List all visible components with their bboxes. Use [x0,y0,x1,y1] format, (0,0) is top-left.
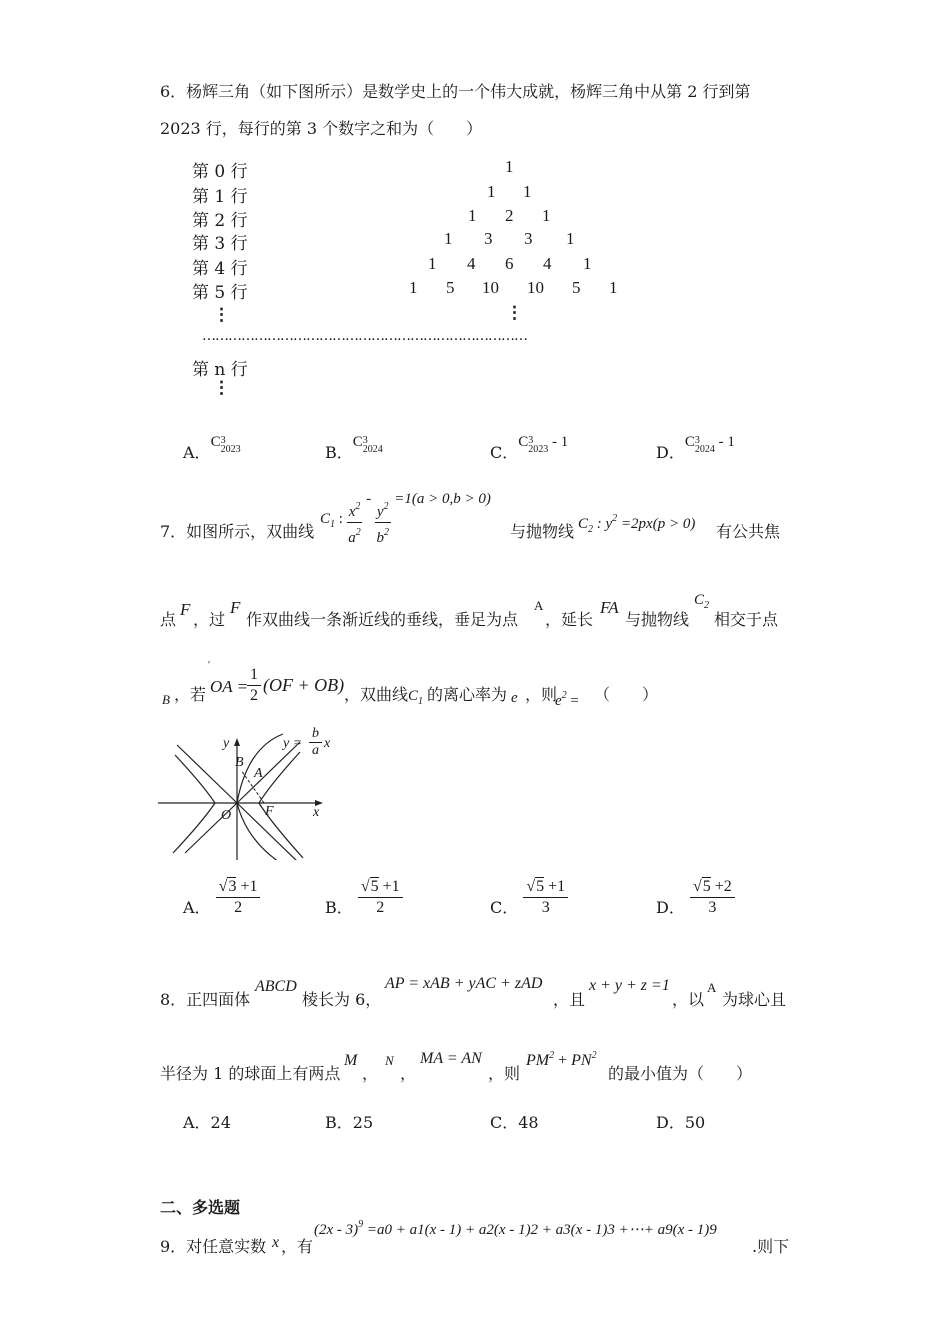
label-A: A [254,766,263,781]
triangle-number: 10 [527,278,544,297]
binom-base: C [684,434,695,450]
triangle-number: 1 [523,182,532,201]
option-label: C． [490,898,519,917]
vertical-ellipsis: ⋮ [213,305,230,324]
triangle-number: 3 [484,229,493,248]
q7-option-a[interactable]: A． $\frac{√3 +1}{2}$ [183,889,260,930]
symbol-e: e [511,690,518,706]
asymptote [177,745,237,803]
symbol: + [554,1052,572,1069]
triangle-number: 1 [444,229,453,248]
q8-stem-part: 棱长为 6， [302,990,382,1009]
q8-stem-part: ， [362,1064,379,1083]
symbol-sup: 2 [383,527,389,538]
q7-option-b[interactable]: B． $\frac{√5 +1}{2}$ [325,889,403,930]
q8-stem-part: ，则 [488,1064,521,1083]
triangle-number: 4 [543,254,552,273]
symbol-ABCD: ABCD [255,978,297,995]
row-label: 第 5 行 [192,283,248,303]
y-axis-arrow [234,738,240,746]
binom-sub: 2023 [220,444,241,455]
row-label: 第 1 行 [192,187,248,207]
symbol: - [362,491,375,507]
frac-den: 2 [250,687,258,704]
symbol: C [694,592,705,608]
q7-stem-part: ，延长 [545,610,594,629]
q7-stem-part: 有公共焦 [716,522,781,541]
q9-stem-part: .则下 [752,1237,790,1256]
asymptote-x: x [324,736,331,751]
symbol: =a [363,1222,385,1238]
binom-sup: 3 [220,435,226,446]
q7-stem-part: ，过 [193,610,226,629]
option-label: A． [183,443,211,462]
parabola-equation [578,513,695,535]
q8-option-b[interactable]: B．25 [325,1113,374,1132]
option-tail: - 1 [714,434,735,450]
q6-option-b[interactable] [325,434,383,466]
symbol-sup: 2 [591,1050,597,1061]
q7-stem-part: 作双曲线一条渐近线的垂线，垂足为点 [246,610,519,629]
triangle-number: 10 [482,278,499,297]
q8-stem-part: 8．正四面体 [160,990,251,1009]
triangle-number: 1 [583,254,592,273]
triangle-number: 1 [487,182,496,201]
parabola [237,734,285,860]
q9-stem-part: ，有 [281,1237,314,1256]
triangle-number: 1 [468,206,477,225]
frac-den: 3 [708,899,717,916]
q7-stem-part: 的离心率为 [427,685,508,704]
section-heading: 二、多选题 [160,1198,241,1217]
symbol-M: M [344,1052,358,1069]
symbol: =1(a > 0,b > 0) [390,491,491,507]
q8-option-c[interactable]: C．48 [490,1113,539,1132]
symbol-sub: 2 [704,600,710,611]
symbol-A: A [534,598,544,613]
asymptote-fraction [309,726,322,759]
row-label: 第 3 行 [192,234,248,254]
option-label: A． [183,898,211,917]
q6-option-c[interactable] [490,434,569,466]
binom-sup: 3 [528,435,534,446]
symbol-FA: FA [600,598,619,617]
binom-sub: 2024 [362,444,383,455]
label-O: O [221,808,232,823]
q8-stem-part: 为球心且 [722,990,787,1009]
symbol: x [348,504,356,520]
q6-option-d[interactable] [656,434,735,466]
frac-plus: +1 [544,878,566,895]
symbol-sup: 2 [612,513,618,524]
symbol: PN [571,1052,592,1069]
row-label: 第 4 行 [192,259,248,279]
row-label-n: 第 n 行 [192,360,248,380]
symbol-F: F [230,598,241,617]
q8-stem-part: ，以 [672,990,705,1009]
triangle-number: 1 [609,278,618,297]
triangle-number: 5 [572,278,581,297]
triangle-number: 4 [467,254,476,273]
symbol: (2x - 3) [314,1222,359,1238]
symbol: : y [593,516,613,532]
vertical-ellipsis: ⋮ [213,378,230,397]
symbol-sub: 1 [418,696,424,707]
hyperbola-equation [320,491,491,546]
symbol: y = [283,736,303,751]
symbol-e-squared [555,690,579,710]
triangle-number: 2 [505,206,514,225]
label-y: y [223,736,230,751]
hyperbola-parabola-figure [155,726,345,860]
MA-AN-equation: MA = AN [420,1050,482,1067]
symbol-B: B [162,692,170,707]
symbol: C [578,516,589,532]
q7-stem-part: 与抛物线 [510,522,575,541]
triangle-number: 1 [566,229,575,248]
radicand: 3 [228,878,237,895]
frac-den: 2 [234,899,243,916]
vector-arrow-mark: ′ [208,660,211,671]
asymptote-label [283,736,302,752]
frac-plus: +1 [236,878,258,895]
vector-equation-rhs: (OF + OB) [263,675,345,695]
row-label: 第 0 行 [192,162,248,182]
symbol: b [376,530,384,546]
option-label: B． [325,443,353,462]
radicand: 5 [370,878,379,895]
frac-num: b [309,726,322,743]
vector-AP-equation: AP = xAB + yAC + zAD [385,975,543,992]
binom-base: C [210,434,221,450]
binom-sub: 2023 [528,444,549,455]
q8-stem-part: 半径为 1 的球面上有两点 [160,1064,341,1083]
symbol-sup: 2 [549,1050,555,1061]
symbol-sub: 1 [330,519,336,530]
symbol: a [348,530,356,546]
triangle-number: 1 [428,254,437,273]
triangle-number: 3 [524,229,533,248]
symbol: =2px(p > 0) [617,516,696,532]
option-label: D． [656,898,685,917]
q7-option-c[interactable]: C． $\frac{√5 +1}{3}$ [490,889,568,930]
radicand: 5 [702,878,711,895]
label-B: B [235,755,244,770]
sum-equation: x + y + z =1 [589,977,670,994]
triangle-number: 1 [505,157,514,176]
label-F: F [265,804,274,819]
symbol-sub: 2 [588,524,594,535]
frac-den: 3 [541,899,550,916]
triangle-number: 1 [542,206,551,225]
PM-PN-expression [526,1050,597,1070]
symbol-A: A [707,980,717,995]
symbol: PM [526,1052,550,1069]
symbol-sup: 9 [358,1219,364,1230]
q6-stem-line2: 2023 行，每行的第 3 个数字之和为（ ） [160,119,483,138]
fraction-half [247,665,261,706]
symbol-C2 [694,592,709,611]
symbol: = [566,693,579,709]
frac-den: 2 [376,899,385,916]
q7-stem-part: ，若 [174,685,207,704]
q8-stem-part: ，且 [553,990,586,1009]
label-x: x [313,805,320,820]
row-label: 第 2 行 [192,211,248,231]
q8-option-a[interactable]: A．24 [183,1113,231,1132]
q7-stem-part: 7．如图所示，双曲线 [160,522,315,541]
q7-stem-part: 相交于点 [714,610,779,629]
binom-sub: 2024 [694,444,715,455]
option-label: B． [325,898,353,917]
triangle-number: 1 [409,278,418,297]
binom-base: C [352,434,363,450]
symbol: C [320,511,331,527]
frac-num: 1 [247,665,261,686]
symbol-sup: 2 [355,527,361,538]
symbol-N: N [385,1053,394,1068]
dotted-separator: ………………………………………………………………… [202,328,527,344]
q7-stem-part: 与抛物线 [625,610,690,629]
triangle-number: 6 [505,254,514,273]
q8-stem-part: 的最小值为（ ） [608,1064,753,1083]
vertical-ellipsis: ⋮ [506,303,523,322]
option-label: C． [490,443,519,462]
q7-stem-part: （ ） [594,685,659,704]
q7-option-d[interactable]: D． $\frac{√5 +2}{3}$ [656,889,735,930]
symbol-C1 [408,688,423,707]
radicand: 5 [536,878,545,895]
frac-den: a [312,743,319,758]
option-tail: - 1 [548,434,569,450]
symbol-sup: 2 [561,690,567,701]
q7-stem-part: 点 [160,610,177,629]
symbol: : [335,511,347,527]
symbol-sup: 2 [355,501,361,512]
triangle-number: 5 [446,278,455,297]
expansion-terms: 0 + a1(x - 1) + a2(x - 1)2 + a3(x - 1)3 +⋯+ a9(x - 1)9 [384,1222,717,1238]
symbol: e [555,693,562,709]
binom-base: C [518,434,529,450]
symbol: y [376,504,384,520]
hyperbola-left-branch [173,755,215,853]
q6-stem-line1: 6．杨辉三角（如下图所示）是数学史上的一个伟大成就，杨辉三角中从第 2 行到第 [160,82,751,101]
option-label: D． [656,443,685,462]
binom-sup: 3 [694,435,700,446]
q9-stem-part: 9．对任意实数 [160,1237,267,1256]
symbol-F: F [180,600,191,619]
symbol-sup: 2 [383,501,389,512]
symbol: C [408,688,419,704]
vector-equation-lhs: OA = [210,677,249,696]
symbol-x: x [272,1234,280,1251]
q8-stem-part: ， [400,1064,417,1083]
q8-option-d[interactable]: D．50 [656,1113,706,1132]
q7-stem-part: ，双曲线 [344,685,409,704]
binom-sup: 3 [362,435,368,446]
frac-plus: +2 [710,878,732,895]
q6-option-a[interactable] [183,434,241,466]
frac-plus: +1 [378,878,400,895]
expansion-equation [314,1219,717,1240]
q7-stem-part: ，则 [525,685,558,704]
